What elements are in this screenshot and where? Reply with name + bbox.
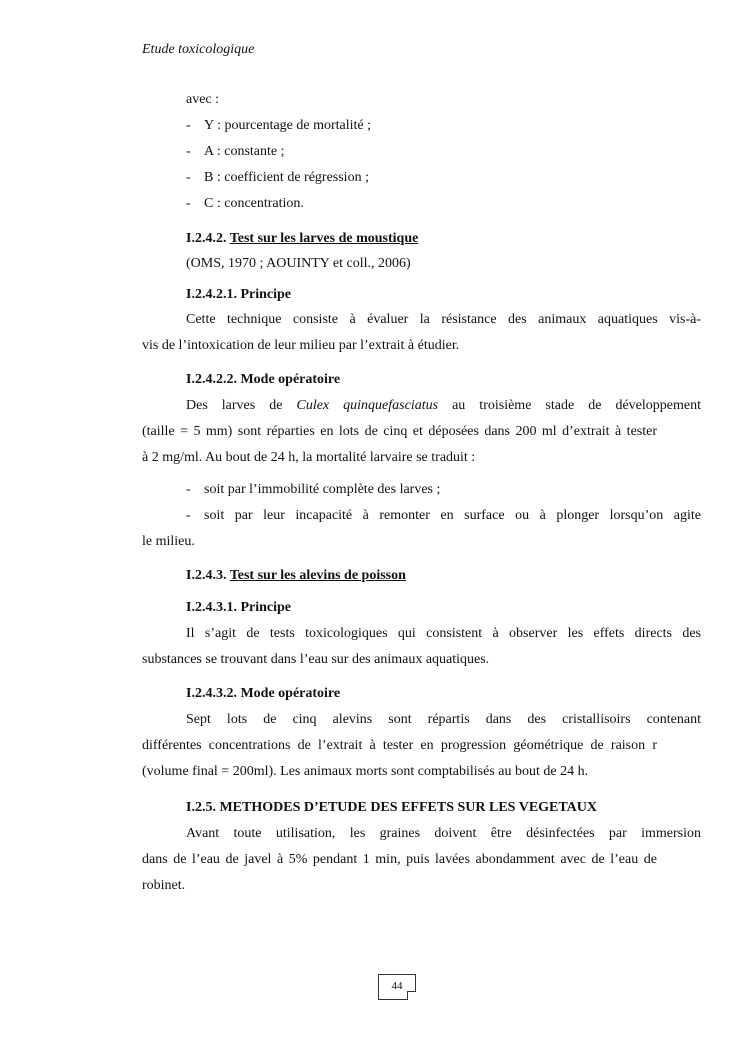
subsection-heading-12421: I.2.4.2.1. Principe: [186, 287, 291, 302]
legend-item: - Y : pourcentage de mortalité ;: [186, 118, 372, 133]
legend-item: - A : constante ;: [186, 144, 285, 159]
paragraph-line: (volume final = 200ml). Les animaux morts sont comptabilisés au bout de 24 h.: [142, 764, 589, 779]
page-curl-icon: [407, 991, 416, 1000]
bullet-item: - soit par l’immobilité complète des larves ;: [186, 482, 441, 497]
paragraph-line: différentes concentrations de l’extrait à tester en progression géométrique de raison r: [142, 738, 657, 753]
legend-item: - B : coefficient de régression ;: [186, 170, 369, 185]
running-header: Etude toxicologique: [142, 42, 255, 57]
paragraph-line: Sept lots de cinq alevins sont répartis dans des cristallisoirs contenant: [186, 712, 701, 727]
section-heading-1242: I.2.4.2. Test sur les larves de moustique: [186, 231, 419, 246]
page-number: 44: [391, 980, 403, 992]
paragraph-line: Des larves de Culex quinquefasciatus au troisième stade de développement: [186, 398, 701, 413]
legend-item: - C : concentration.: [186, 196, 304, 211]
paragraph-line: (taille = 5 mm) sont réparties en lots de cinq et déposées dans 200 ml d’extrait à tester: [142, 424, 657, 439]
bullet-item: - soit par leur incapacité à remonter en surface ou à plonger lorsqu’on agite: [186, 508, 701, 523]
formula-legend-intro: avec :: [186, 92, 220, 107]
paragraph-line: Avant toute utilisation, les graines doivent être désinfectées par immersion: [186, 826, 701, 841]
subsection-heading-12431: I.2.4.3.1. Principe: [186, 600, 291, 615]
subsection-heading-12422: I.2.4.2.2. Mode opératoire: [186, 372, 341, 387]
paragraph-line: Il s’agit de tests toxicologiques qui consistent à observer les effets directs des: [186, 626, 701, 641]
paragraph-line: substances se trouvant dans l’eau sur des animaux aquatiques.: [142, 652, 490, 667]
paragraph-line: robinet.: [142, 878, 186, 893]
paragraph-line: à 2 mg/ml. Au bout de 24 h, la mortalité larvaire se traduit :: [142, 450, 476, 465]
section-heading-125: I.2.5. METHODES D’ETUDE DES EFFETS SUR LES VEGETAUX: [186, 800, 598, 815]
species-name: Culex quinquefasciatus: [296, 398, 439, 413]
section-heading-1243: I.2.4.3. Test sur les alevins de poisson: [186, 568, 406, 583]
paragraph-line: dans de l’eau de javel à 5% pendant 1 min, puis lavées abondamment avec de l’eau de: [142, 852, 657, 867]
paragraph-line: Cette technique consiste à évaluer la résistance des animaux aquatiques vis-à-: [186, 312, 701, 327]
section-reference: (OMS, 1970 ; AOUINTY et coll., 2006): [186, 256, 411, 271]
subsection-heading-12432: I.2.4.3.2. Mode opératoire: [186, 686, 341, 701]
paragraph-line: le milieu.: [142, 534, 195, 549]
paragraph-line: vis de l’intoxication de leur milieu par l’extrait à étudier.: [142, 338, 460, 353]
page-number-box: [378, 974, 416, 1000]
